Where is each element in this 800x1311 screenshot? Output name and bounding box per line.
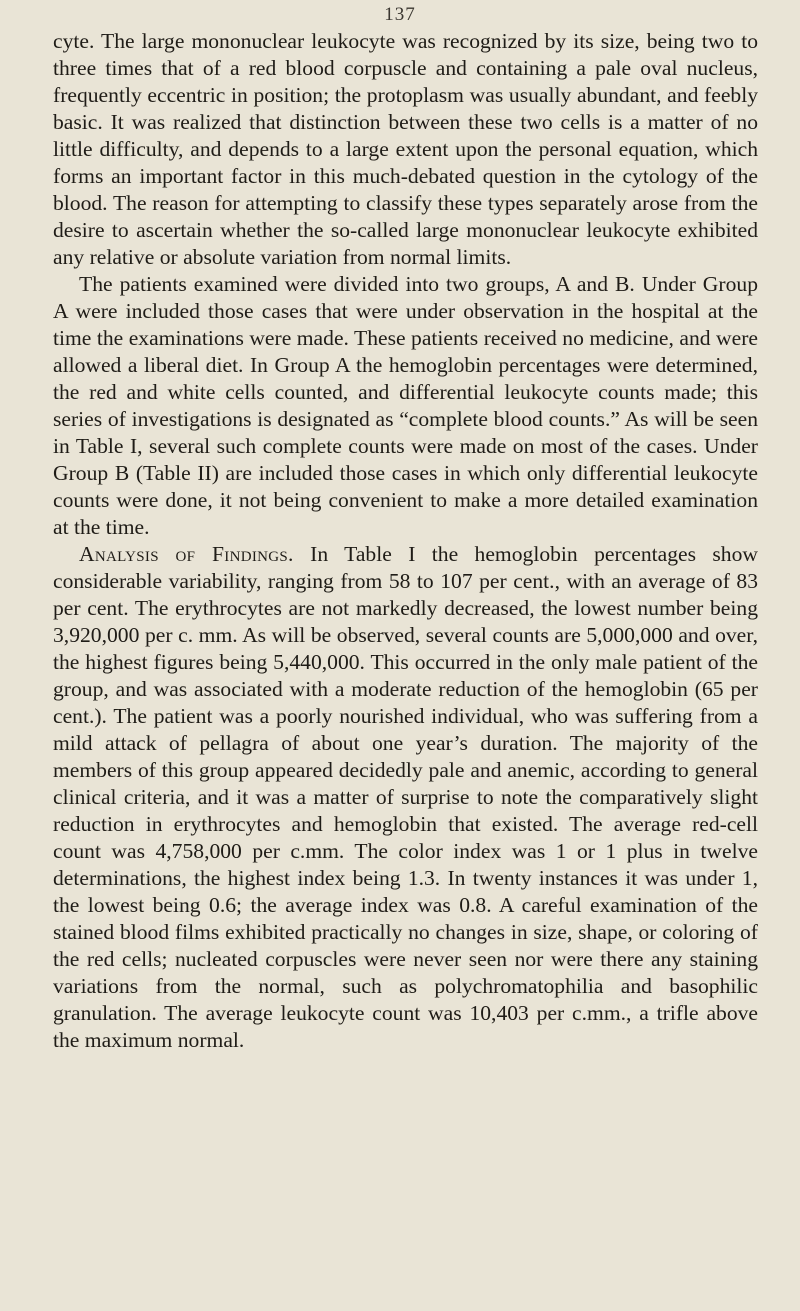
page-number: 137 [384, 4, 416, 25]
paragraph-continuation [53, 28, 758, 271]
body-text [53, 28, 758, 1054]
section-heading: Analysis of Findings. [79, 542, 294, 566]
paragraph-text: In Table I the hemoglobin percentages show considerable variability, ranging from 58 to 107 per cent., with an average of 83 per cent. The erythrocytes are not markedly decreased, the lowest number being 3,920,000 per c. mm. As will be observed, several counts are 5,000,000 and over, the highest figures being 5,440,000. This occurred in the only male patient of the group, and was associated with a moderate reduction of the hemoglobin (65 per cent.). The patient was a poorly nourished individual, who was suffering from a mild attack of pellagra of about one year’s duration. The majority of the members of this group appeared decidedly pale and anemic, according to general clinical criteria, and it was a matter of surprise to note the comparatively slight reduction in erythrocytes and hemoglobin that existed. The average red-cell count was 4,758,000 per c.mm. The color index was 1 or 1 plus in twelve determinations, the highest index being 1.3. In twenty instances it was under 1, the lowest being 0.6; the average index was 0.8. A careful examination of the stained blood films exhibited practically no changes in size, shape, or coloring of the red cells; nucleated corpuscles were never seen nor were there any staining variations from the normal, such as polychromatophilia and basophilic granulation. The average leukocyte count was 10,403 per c.mm., a trifle above the maximum normal. [53, 542, 758, 1052]
paragraph-analysis [53, 541, 758, 1054]
paragraph-text: cyte. The large mononuclear leukocyte was recognized by its size, being two to three times that of a red blood corpuscle and containing a pale oval nucleus, frequently eccentric in position; the protoplasm was usually abundant, and feebly basic. It was realized that distinction between these two cells is a matter of no little difficulty, and depends to a large extent upon the personal equation, which forms an important factor in this much-debated question in the cytology of the blood. The reason for attempting to classify these types separately arose from the desire to ascertain whether the so-called large mononuclear leukocyte exhibited any relative or absolute variation from normal limits. [53, 29, 758, 269]
paragraph-text: The patients examined were divided into two groups, A and B. Under Group A were included those cases that were under observation in the hospital at the time the examinations were made. These patients received no medicine, and were allowed a liberal diet. In Group A the hemoglobin percentages were determined, the red and white cells counted, and differential leukocyte counts made; this series of investigations is designated as “complete blood counts.” As will be seen in Table I, several such complete counts were made on most of the cases. Under Group B (Table II) are included those cases in which only differential leukocyte counts were done, it not being convenient to make a more detailed examination at the time. [53, 272, 758, 539]
paragraph-groups [53, 271, 758, 541]
